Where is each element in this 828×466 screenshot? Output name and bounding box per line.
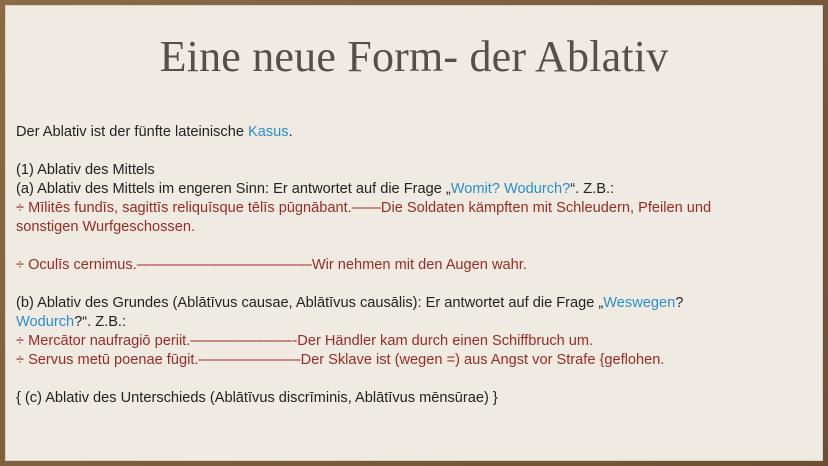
section1-example1-line1: ÷ Mīlitēs fundīs, sagittīs reliquīsque tēlīs pūgnābant.——Die Soldaten kämpften mit Schleudern, Pfeilen und — [16, 200, 712, 216]
section2-question2: Wodurch — [16, 314, 75, 330]
spacer — [16, 237, 816, 256]
section1-heading: (1) Ablativ des Mittels — [16, 162, 155, 178]
section3-heading: { (c) Ablativ des Unterschieds (Ablātīvus discrīminis, Ablātīvus mēnsūrae) } — [16, 390, 498, 406]
slide — [5, 5, 823, 461]
section2-heading-line2 — [16, 313, 816, 332]
slide-body — [16, 123, 816, 408]
spacer — [16, 275, 816, 294]
intro-line — [16, 123, 816, 142]
section1-subheading — [16, 180, 816, 199]
section1-example2: ÷ Oculīs cernimus.————————————Wir nehmen mit den Augen wahr. — [16, 257, 527, 273]
section2-heading-end: ?“. Z.B.: — [74, 314, 127, 330]
section2-question1: Weswegen — [603, 295, 676, 311]
section1-example1-line2: sonstigen Wurfgeschossen. — [16, 219, 196, 235]
section1-question: Womit? Wodurch? — [450, 181, 571, 197]
spacer — [16, 142, 816, 161]
intro-highlight: Kasus — [248, 124, 289, 140]
slide-title: Eine neue Form- der Ablativ — [159, 32, 669, 81]
section2-question1-mark: ? — [675, 295, 684, 311]
intro-text-end: . — [288, 124, 293, 140]
section2-example1: ÷ Mercātor naufragiō periit.———————-Der Händler kam durch einen Schiffbruch um. — [16, 333, 594, 349]
intro-text: Der Ablativ ist der fünfte lateinische — [16, 124, 248, 140]
section2-heading-text: (b) Ablativ des Grundes (Ablātīvus causae, Ablātīvus causālis): Er antwortet auf die Frage „ — [16, 295, 604, 311]
section2-heading-line1 — [16, 294, 816, 313]
section2-example2: ÷ Servus metū poenae fūgit.———————Der Sklave ist (wegen =) aus Angst vor Strafe {geflohen. — [16, 352, 665, 368]
section1-subheading-text: (a) Ablativ des Mittels im engeren Sinn: Er antwortet auf die Frage „ — [16, 181, 451, 197]
section1-subheading-end: “. Z.B.: — [570, 181, 615, 197]
spacer — [16, 370, 816, 389]
